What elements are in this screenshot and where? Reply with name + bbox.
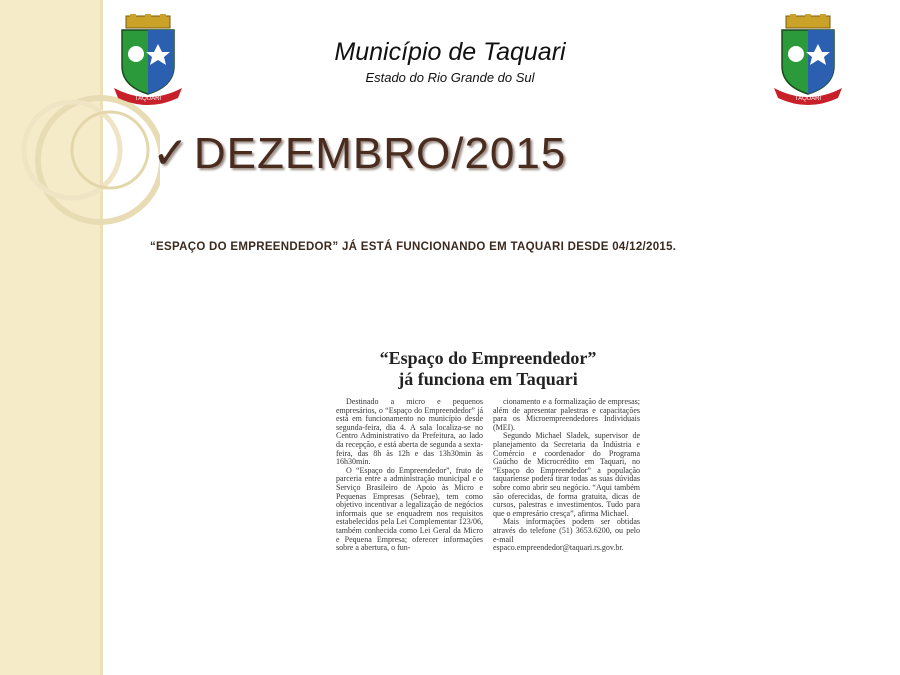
news-headline: “ESPAÇO DO EMPREENDEDOR” JÁ ESTÁ FUNCIONANDO EM TAQUARI DESDE 04/12/2015. [150, 241, 677, 253]
crest-label: TAQUARI [794, 96, 822, 102]
crest-label: TAQUARI [134, 96, 162, 102]
clipping-title-line2: já funciona em Taquari [398, 369, 578, 389]
coat-of-arms-left [108, 14, 188, 106]
clipping-column-1 [336, 398, 483, 553]
check-icon: ✓ [152, 128, 190, 179]
newspaper-clipping [330, 348, 646, 588]
coat-of-arms-right [768, 14, 848, 106]
clipping-paragraph: cionamento e a formalização de empresas; além de apresentar palestras e capacitações para os Microempreendedores Individuais (MEI). [493, 397, 640, 432]
state-subtitle: Estado do Rio Grande do Sul [365, 70, 535, 85]
month-heading [152, 128, 566, 179]
clipping-column-2 [493, 398, 640, 553]
clipping-paragraph: Destinado a micro e pequenos empresários, o “Espaço do Empreendedor” já está em funcionamento no município desde segunda-feira, dia 4. A sala localiza-se no Centro Administrativo da Prefeitura, ao lado da recepção, e está aberta de segunda a sexta-feira, das 8h às 12h e das 13h30min às 16h30min. [336, 397, 483, 467]
clipping-paragraph: Mais informações podem ser obtidas através do telefone (51) 3653.6200, ou pelo e-mail espaco.empreendedor@taquari.rs.gov.br. [493, 517, 640, 553]
clipping-title-line1: “Espaço do Empreendedor” [379, 348, 597, 368]
municipality-title: Município de Taquari [334, 38, 566, 66]
month-label: DEZEMBRO/2015 [193, 129, 567, 178]
clipping-title [330, 348, 646, 390]
clipping-paragraph: Segundo Michael Sladek, supervisor de planejamento da Secretaria da Indústria e Comércio e coordenador do Programa Gaúcho de Microcrédito em Taquari, no “Espaço do Empreendedor” a população taquariense poderá tirar todas as suas dúvidas sobre como abrir seu negócio. “Aqui também são oferecidas, de forma gratuita, dicas de cursos, palestras e investimentos. Tudo para que o empresário cresça”, afirma Michael. [493, 431, 640, 518]
clipping-columns [330, 398, 646, 553]
clipping-paragraph: O “Espaço do Empreendedor”, fruto de parceria entre a administração municipal e o Serviço Brasileiro de Apoio às Micro e Pequenas Empresas (Sebrae), tem como objetivo incentivar a legalização de negócios informais que se enquadrem nos requisitos estabelecidos pela Lei Complementar 123/06, também conhecida como Lei Geral da Micro e Pequena Empresa; oferecer informações sobre a abertura, o fun- [336, 465, 483, 553]
